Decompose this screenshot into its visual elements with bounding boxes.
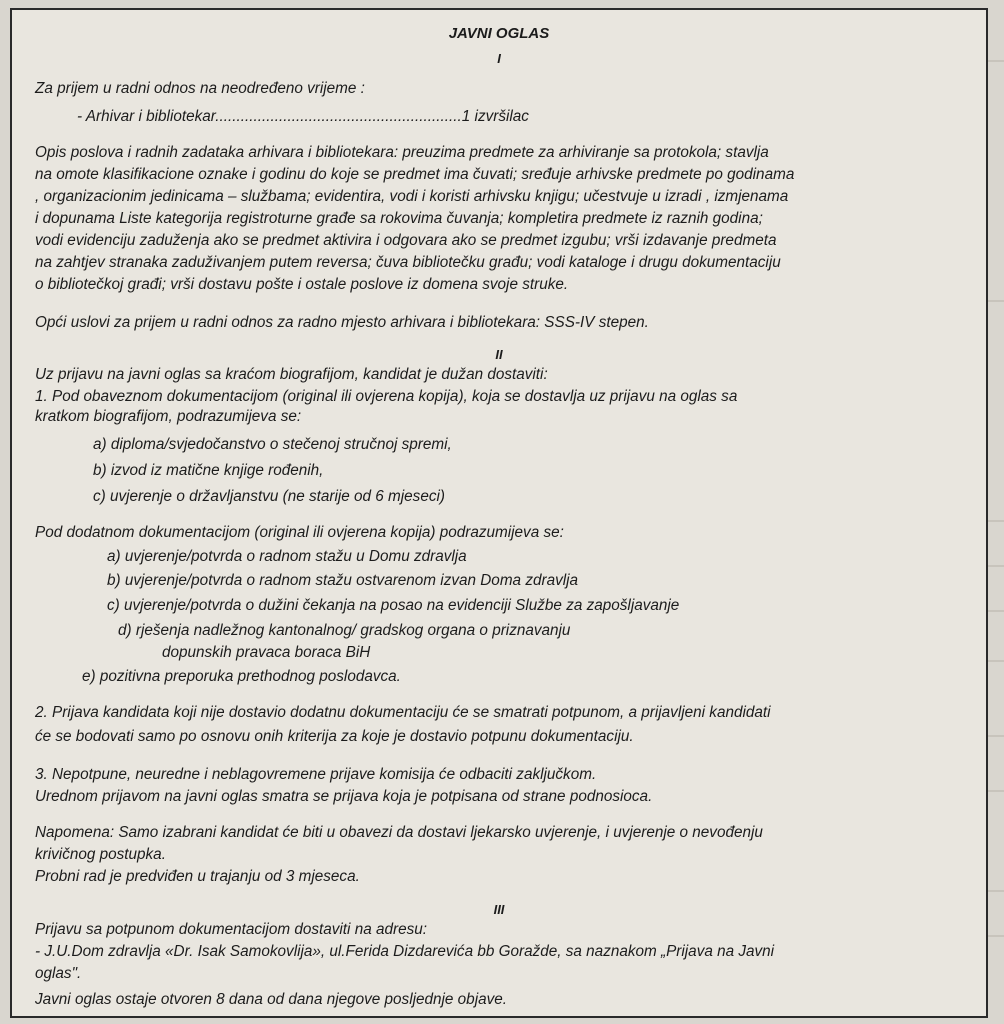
section-ii-intro: Uz prijavu na javni oglas sa kraćom biografijom, kandidat je dužan dostaviti: bbox=[35, 366, 548, 383]
additional-item: c) uvjerenje/potvrda o dužini čekanja na posao na evidenciji Službe za zapošljavanje bbox=[107, 597, 680, 614]
point-2-line: 2. Prijava kandidata koji nije dostavio dodatnu dokumentaciju će se smatrati potpunom, a prijavljeni kandidati bbox=[35, 704, 771, 721]
document-title: JAVNI OGLAS bbox=[448, 25, 550, 42]
section-iii-line: Prijavu sa potpunom dokumentacijom dostaviti na adresu: bbox=[35, 921, 427, 938]
section-iii-line: oglas". bbox=[35, 965, 82, 982]
document-page bbox=[10, 8, 988, 1018]
mandatory-docs-line: 1. Pod obaveznom dokumentacijom (original ili ovjerena kopija), koja se dostavlja uz prijavu na oglas sa bbox=[35, 388, 738, 405]
additional-item: a) uvjerenje/potvrda o radnom stažu u Domu zdravlja bbox=[107, 548, 467, 565]
point-3-line: 3. Nepotpune, neuredne i neblagovremene prijave komisija će odbaciti zaključkom. bbox=[35, 766, 597, 783]
job-desc-line: i dopunama Liste kategorija registroturne građe sa rokovima čuvanja; kompletira predmete iz raznih godina; bbox=[35, 210, 763, 227]
point-2-line: će se bodovati samo po osnovu onih kriterija za koje je dostavio potpunu dokumentaciju. bbox=[35, 728, 634, 745]
section-iii-address: - J.U.Dom zdravlja «Dr. Isak Samokovlija», ul.Ferida Dizdarevića bb Goražde, sa naznakom „Prijava na Javni bbox=[35, 943, 775, 960]
additional-item-continuation: dopunskih pravaca boraca BiH bbox=[162, 644, 371, 661]
section-iii-heading: III bbox=[493, 902, 505, 917]
job-desc-line: na omote klasifikacione oznake i godinu do koje se predmet ima čuvati; sređuje arhivske predmete po godinama bbox=[35, 166, 795, 183]
mandatory-item: c) uvjerenje o državljanstvu (ne starije od 6 mjeseci) bbox=[93, 488, 445, 505]
mandatory-item: a) diploma/svjedočanstvo o stečenoj stručnoj spremi, bbox=[93, 436, 452, 453]
job-desc-line: na zahtjev stranaka zaduživanjem putem reversa; čuva bibliotečku građu; vodi kataloge i drugu dokumentaciju bbox=[35, 254, 781, 271]
section-i-heading: I bbox=[497, 51, 501, 66]
mandatory-docs-line: kratkom biografijom, podrazumijeva se: bbox=[35, 408, 302, 425]
mandatory-item: b) izvod iz matične knjige rođenih, bbox=[93, 462, 324, 479]
intro-text: Za prijem u radni odnos na neodređeno vrijeme : bbox=[35, 80, 365, 97]
additional-docs-intro: Pod dodatnom dokumentacijom (original ili ovjerena kopija) podrazumijeva se: bbox=[35, 524, 564, 541]
job-desc-line: o bibliotečkoj građi; vrši dostavu pošte i ostale poslove iz domena svoje struke. bbox=[35, 276, 569, 293]
job-desc-line: Opis poslova i radnih zadataka arhivara i bibliotekara: preuzima predmete za arhiviranje sa protokola; stavlja bbox=[35, 144, 769, 161]
additional-item: d) rješenja nadležnog kantonalnog/ gradskog organa o priznavanju bbox=[118, 622, 571, 639]
section-iii-closing: Javni oglas ostaje otvoren 8 dana od dana njegove posljednje objave. bbox=[35, 991, 508, 1008]
general-conditions: Opći uslovi za prijem u radni odnos za radno mjesto arhivara i bibliotekara: SSS-IV stepen. bbox=[35, 314, 649, 331]
note-line: krivičnog postupka. bbox=[35, 846, 166, 863]
additional-item: e) pozitivna preporuka prethodnog poslodavca. bbox=[82, 668, 401, 685]
job-desc-line: vodi evidenciju zaduženja ako se predmet aktivira i odgovara ako se predmet izgubu; vrši izdavanje predmeta bbox=[35, 232, 777, 249]
job-desc-line: , organizacionim jedinicama – službama; evidentira, vodi i koristi arhivsku knjigu; učestvuje u izradi , izmjenama bbox=[35, 188, 789, 205]
point-3-line: Urednom prijavom na javni oglas smatra se prijava koja je potpisana od strane podnosioca. bbox=[35, 788, 653, 805]
position-line: - Arhivar i bibliotekar..........................................................1 izvršilac bbox=[77, 108, 529, 125]
additional-item: b) uvjerenje/potvrda o radnom stažu ostvarenom izvan Doma zdravlja bbox=[107, 572, 579, 589]
section-ii-heading: II bbox=[495, 347, 503, 362]
note-line: Napomena: Samo izabrani kandidat će biti u obavezi da dostavi ljekarsko uvjerenje, i uvjerenje o nevođenju bbox=[35, 824, 763, 841]
note-line: Probni rad je predviđen u trajanju od 3 mjeseca. bbox=[35, 868, 360, 885]
